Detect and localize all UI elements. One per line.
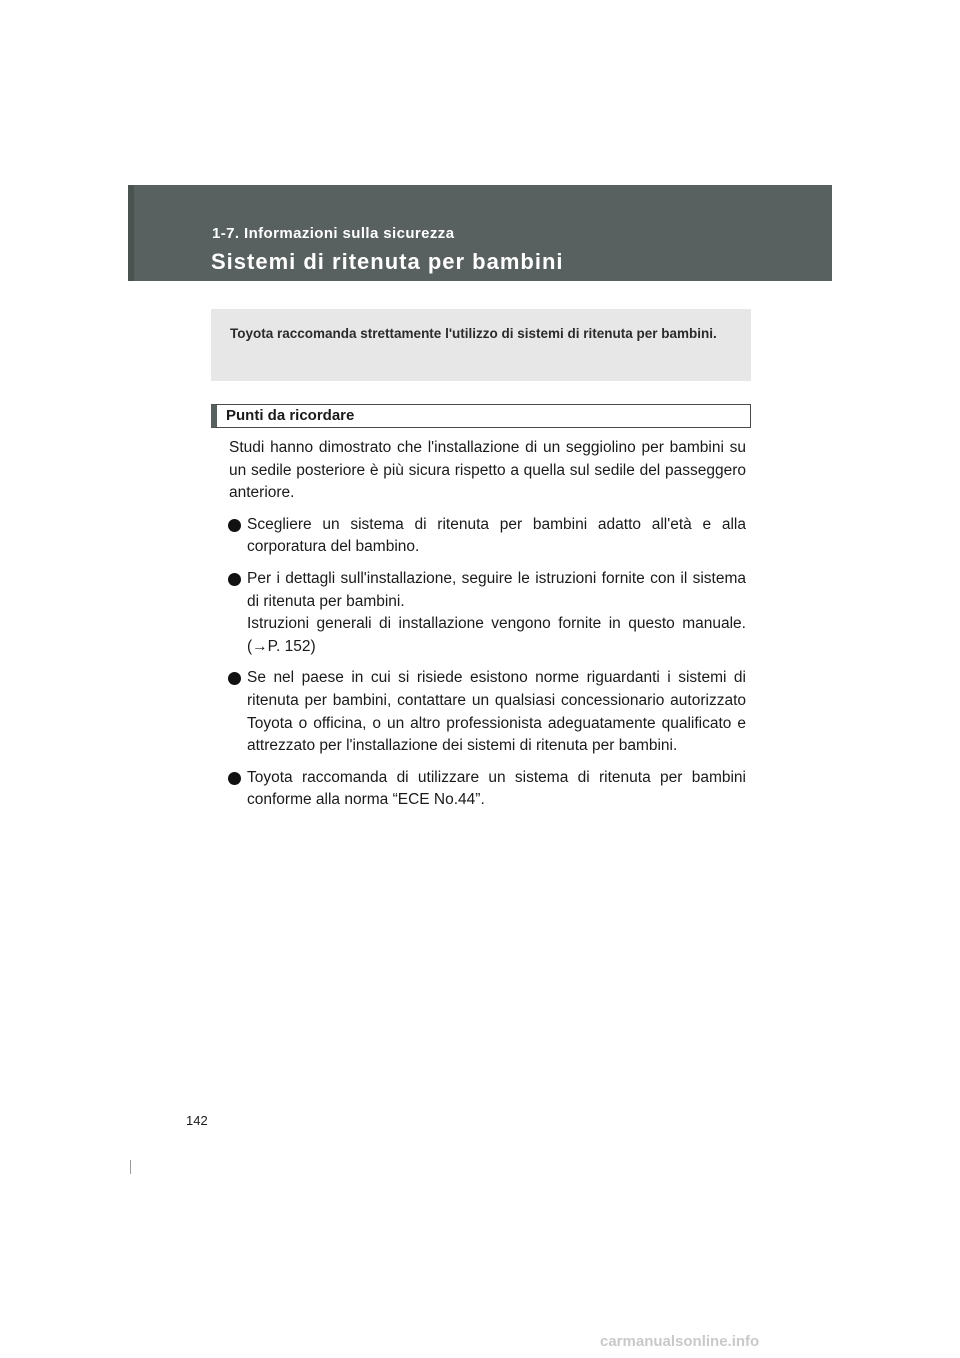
bullet-dot-icon xyxy=(228,772,241,785)
list-item-text: Scegliere un sistema di ritenuta per bambini adatto all'età e alla corporatura del bambino. xyxy=(247,515,746,556)
list-item-text: Se nel paese in cui si risiede esistono norme riguardanti i sistemi di ritenuta per bambini, contattare un qualsiasi concessionario autorizzato Toyota o officina, o un altro professionista adeguatamente qualificato e attrezzato per l'installazione dei sistemi di ritenuta per bambini. xyxy=(247,669,746,755)
intro-paragraph: Studi hanno dimostrato che l'installazione di un seggiolino per bambini su un sedile posteriore è più sicura rispetto a quella sul sedile del passeggero anteriore. xyxy=(229,439,746,502)
subheading-title: Punti da ricordare xyxy=(226,407,355,424)
list-item xyxy=(229,514,746,559)
bullet-dot-icon xyxy=(228,672,241,685)
intro-text: Toyota raccomanda strettamente l'utilizzo di sistemi di ritenuta per bambini. xyxy=(230,326,717,341)
bullet-dot-icon xyxy=(228,519,241,532)
list-item xyxy=(229,667,746,757)
list-item-extra-text: Istruzioni generali di installazione vengono fornite in questo manuale. (→P. 152) xyxy=(247,615,746,655)
page-title: Sistemi di ritenuta per bambini xyxy=(211,249,564,274)
subheading-box xyxy=(211,404,751,428)
header-band-edge xyxy=(128,185,134,281)
page-number: 142 xyxy=(186,1113,208,1128)
bullet-dot-icon xyxy=(228,573,241,586)
intro-box xyxy=(211,309,751,381)
watermark-text: carmanualsonline.info xyxy=(600,1333,760,1350)
section-label: 1-7. Informazioni sulla sicurezza xyxy=(212,225,455,242)
margin-divider xyxy=(130,1160,131,1174)
body-content xyxy=(229,437,746,821)
list-item xyxy=(229,767,746,812)
list-item-text: Toyota raccomanda di utilizzare un sistema di ritenuta per bambini conforme alla norma “ECE No.44”. xyxy=(247,768,746,809)
list-item xyxy=(229,568,746,658)
list-item-text: Per i dettagli sull'installazione, seguire le istruzioni fornite con il sistema di ritenuta per bambini. xyxy=(247,569,746,610)
